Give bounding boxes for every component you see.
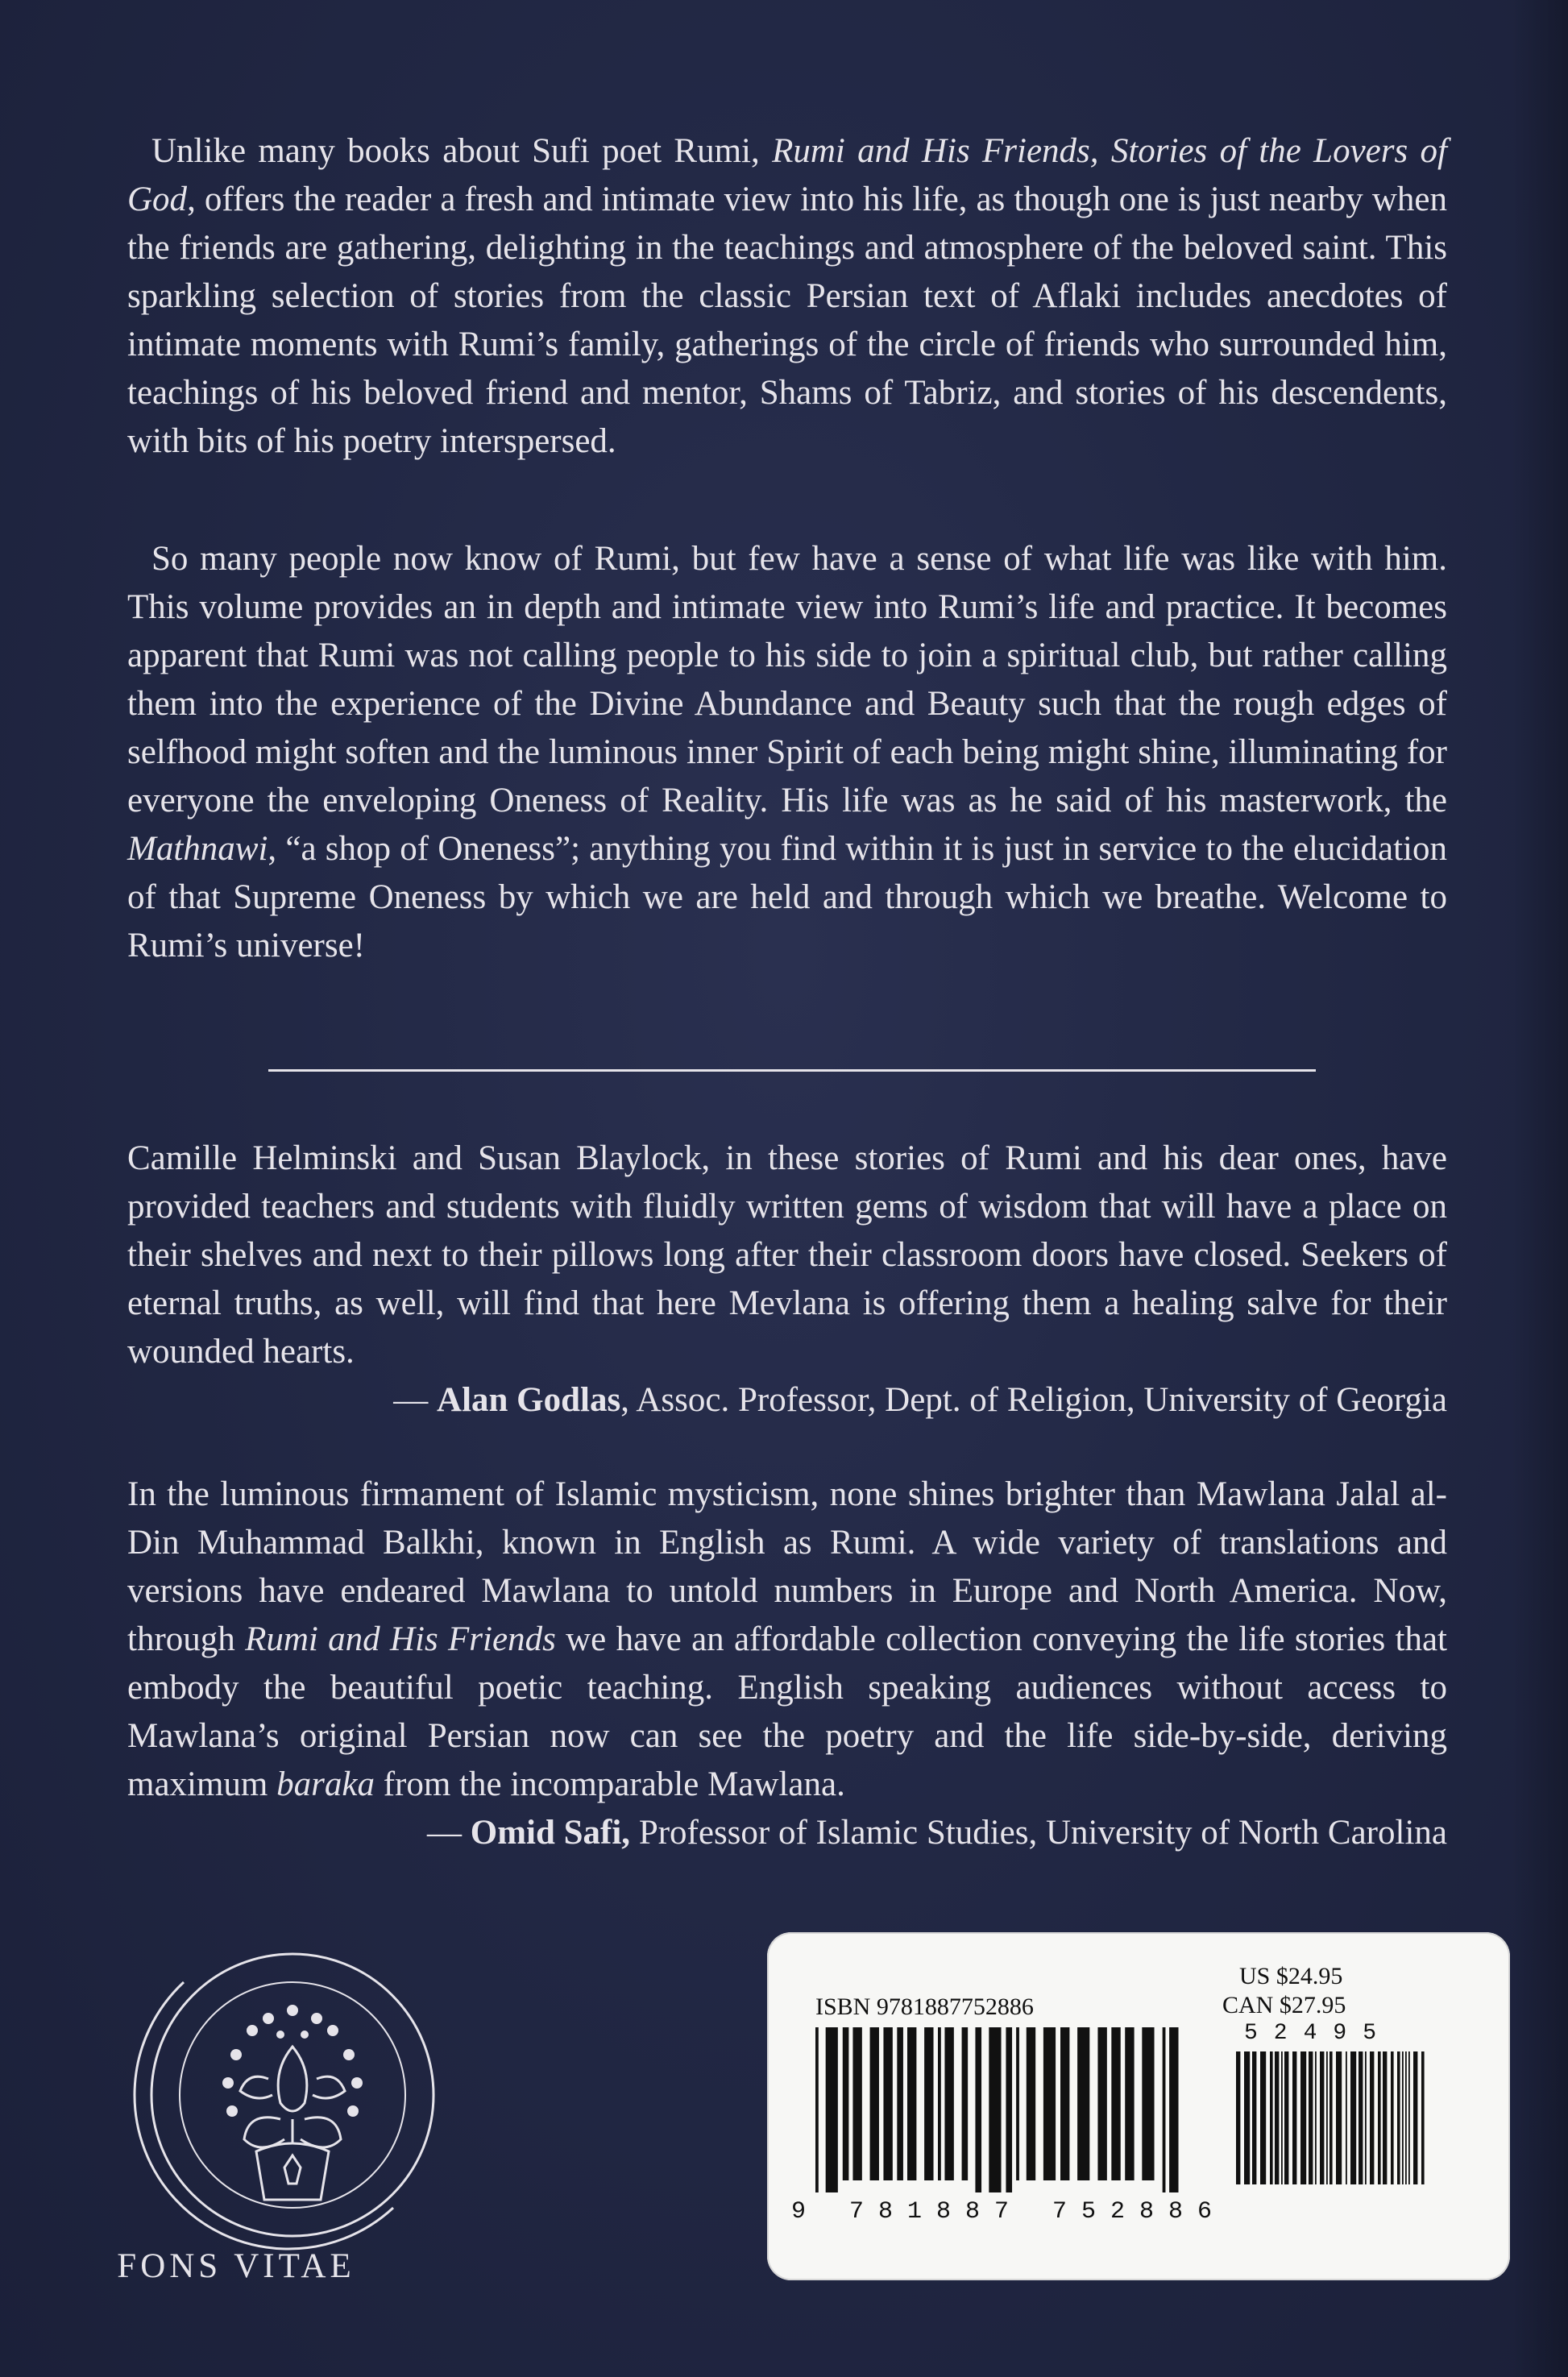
ean-digits: 9 781887 752886 — [791, 2198, 1227, 2226]
isbn-label: ISBN 9781887752886 — [815, 1993, 1034, 2020]
q2-text-e: from the incomparable Mawlana. — [374, 1765, 845, 1803]
barcode-bar — [1320, 2051, 1324, 2184]
p1-book-title: Rumi and His Friends, Stories of the Lovers of God — [127, 132, 1447, 218]
q2-text-c: we have an affordable collection conveying the life stories that embody the beautiful poetic teaching. English speaking audiences without access to Mawlana’s original Persian now can see the poetry and the life side-by-side, deriving maximum — [127, 1620, 1447, 1803]
barcode-bar — [883, 2027, 892, 2180]
barcode-bar — [1336, 2051, 1342, 2184]
q2-affiliation: Professor of Islamic Studies, University of North Carolina — [630, 1814, 1447, 1852]
barcode-bar — [1111, 2027, 1120, 2180]
barcode-bar — [1329, 2051, 1333, 2184]
p1-text-c: , offers the reader a fresh and intimate view into his life, as though one is just nearby when the friends are gathering, delighting in the teachings and atmosphere of the beloved saint. This sparkling selection of stories from the classic Persian text of Aflaki includes anecdotes of intimate moments with Rumi’s family, gatherings of the circle of friends who surrounded him, teachings of his beloved friend and mentor, Shams of Tabriz, and stories of his descendents, with bits of his poetry interspersed. — [127, 180, 1447, 460]
ean-barcode-bars — [814, 2027, 1184, 2192]
spine-shadow — [1512, 0, 1568, 2377]
barcode-bar — [1383, 2051, 1387, 2184]
barcode-bar — [1125, 2027, 1134, 2180]
barcode-bar — [975, 2027, 981, 2192]
barcode-bar — [1284, 2051, 1288, 2184]
price-can: CAN $27.95 — [1222, 1992, 1346, 2018]
q1-attribution — [127, 1376, 1447, 1425]
description-paragraph-2 — [127, 535, 1447, 970]
barcode-bar — [1077, 2027, 1089, 2180]
barcode-bar — [870, 2027, 879, 2180]
barcode-bar — [907, 2027, 916, 2180]
q1-affiliation: , Assoc. Professor, Dept. of Religion, University of Georgia — [620, 1381, 1447, 1419]
barcode-bar — [1027, 2027, 1035, 2180]
barcode-bar — [1326, 2051, 1328, 2184]
q2-text-a: In the luminous firmament of Islamic mysticism, none shines brighter than Mawlana Jalal al-Din Muhammad Balkhi, known in English as Rumi. A wide variety of translations and versions have endeared Mawlana to untold numbers in Europe and North America. Now, through — [127, 1475, 1447, 1658]
q2-baraka: baraka — [276, 1765, 375, 1803]
endorsement-quote-2 — [127, 1471, 1447, 1857]
p2-text-c: , “a shop of Oneness”; anything you find within it is just in service to the elucidation of that Supreme Oneness by which we are held and through which we breathe. Welcome to Rumi’s universe! — [127, 830, 1447, 964]
barcode-bar — [1006, 2027, 1012, 2192]
barcode-bar — [852, 2027, 861, 2180]
publisher-logo-svg — [127, 1934, 450, 2256]
addon-barcode-bars — [1234, 2051, 1428, 2184]
barcode-bar — [1163, 2027, 1166, 2192]
barcode-bar — [1260, 2051, 1266, 2184]
barcode-bar — [1236, 2051, 1240, 2184]
barcode-sticker — [767, 1932, 1510, 2280]
barcode-bar — [1275, 2051, 1279, 2184]
barcode-bar — [1402, 2051, 1404, 2184]
barcode-bar — [1244, 2051, 1250, 2184]
p1-text-a: Unlike many books about Sufi poet Rumi, — [151, 132, 773, 170]
barcode-bar — [1370, 2051, 1374, 2184]
barcode-bar — [815, 2027, 819, 2192]
barcode-bar — [1252, 2051, 1256, 2184]
barcode-bar — [1270, 2051, 1273, 2184]
barcode-bar — [1315, 2051, 1317, 2184]
barcode-bar — [1378, 2051, 1381, 2184]
q2-dash: — — [427, 1814, 471, 1852]
barcode-bar — [1016, 2027, 1019, 2180]
barcode-bar — [1391, 2051, 1394, 2184]
barcode-bar — [1421, 2051, 1425, 2184]
barcode-bar — [897, 2027, 903, 2180]
barcode-bar — [1408, 2051, 1410, 2184]
barcode-bar — [1397, 2051, 1400, 2184]
q2-book-title: Rumi and His Friends — [245, 1620, 556, 1658]
barcode-bar — [1097, 2027, 1106, 2180]
barcode-bar — [1405, 2051, 1407, 2184]
barcode-bar — [989, 2027, 1001, 2192]
barcode-bar — [1292, 2051, 1296, 2184]
endorsement-quote-1 — [127, 1135, 1447, 1425]
barcode-bar — [1365, 2051, 1367, 2184]
barcode-bar — [1346, 2051, 1347, 2184]
q1-dash: — — [393, 1381, 438, 1419]
section-divider — [268, 1069, 1316, 1072]
barcode-bar — [1043, 2027, 1056, 2180]
barcode-bar — [1359, 2051, 1363, 2184]
q1-text: Camille Helminski and Susan Blaylock, in these stories of Rumi and his dear ones, have provided teachers and students with fluidly written gems of wisdom that will have a place on their shelves and next to their pillows long after their classroom doors have closed. Seekers of eternal truths, as well, will find that here Mevlana is offering them a healing salve for their wounded hearts. — [127, 1139, 1447, 1371]
description-paragraph-1 — [127, 127, 1447, 466]
barcode-bar — [1413, 2051, 1417, 2184]
publisher-name: FONS VITAE — [117, 2247, 355, 2285]
barcode-bar — [944, 2027, 953, 2180]
barcode-bar — [962, 2027, 969, 2180]
q2-attribution — [127, 1809, 1447, 1857]
price-us: US $24.95 — [1239, 1963, 1343, 1989]
barcode-bar — [1169, 2027, 1178, 2192]
barcode-bar — [1309, 2051, 1313, 2184]
barcode-bar — [1281, 2051, 1283, 2184]
barcode-bar — [924, 2027, 933, 2180]
p2-mathnawi: Mathnawi — [127, 830, 268, 868]
barcode-bar — [1300, 2051, 1306, 2184]
q2-author: Omid Safi, — [470, 1814, 631, 1852]
barcode-bar — [1142, 2027, 1154, 2180]
barcode-bar — [826, 2027, 838, 2192]
barcode-bar — [1350, 2051, 1356, 2184]
barcode-bar — [843, 2027, 849, 2180]
addon-digits: 52495 — [1244, 2021, 1393, 2046]
barcode-bar — [938, 2027, 941, 2180]
q1-author: Alan Godlas — [437, 1381, 621, 1419]
p2-text-a: So many people now know of Rumi, but few have a sense of what life was like with him. This volume provides an in depth and intimate view into Rumi’s life and practice. It becomes apparent that Rumi was not calling people to his side to join a spiritual club, but rather calling them into the experience of the Divine Abundance and Beauty such that the rough edges of selfhood might soften and the luminous inner Spirit of each being might shine, illuminating for everyone the enveloping Oneness of Reality. His life was as he said of his masterwork, the — [127, 540, 1447, 819]
barcode-bar — [1060, 2027, 1069, 2180]
